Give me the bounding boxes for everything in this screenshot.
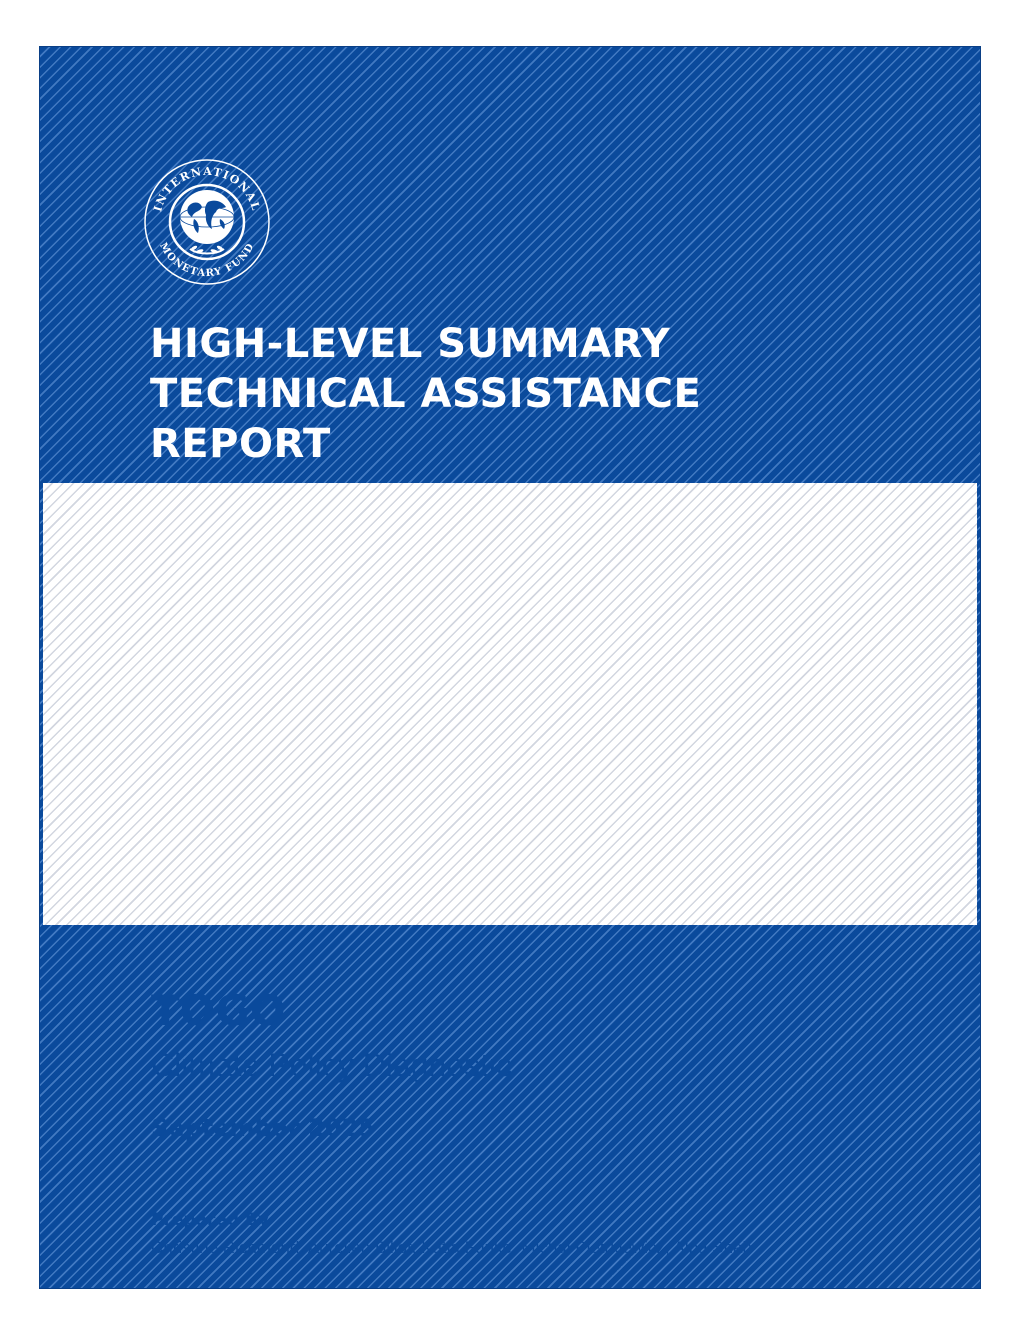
report-date: September 2025 [151,1114,375,1142]
country-name: TOGO [151,986,286,1035]
svg-text:INTERNATIONAL: INTERNATIONAL [151,164,263,214]
prepared-by-label: Prepared By [151,1210,270,1230]
imf-seal-icon [142,157,272,287]
report-subtitle: Climate Policy Diagnostic [151,1047,513,1083]
report-title-line-2: TECHNICAL ASSISTANCE [150,371,702,417]
svg-text:MONETARY FUND: MONETARY FUND [157,241,257,280]
author-list: Christine Richmond, Aurelien Billot, Katja Funke, Michal Pietrkiewicz, Alpa Shah [151,1238,752,1257]
report-title [150,319,890,469]
info-band [43,483,977,1257]
report-title-line-1: HIGH-LEVEL SUMMARY [150,321,671,367]
cover-background [40,47,980,1288]
report-title-line-3: REPORT [150,421,331,467]
